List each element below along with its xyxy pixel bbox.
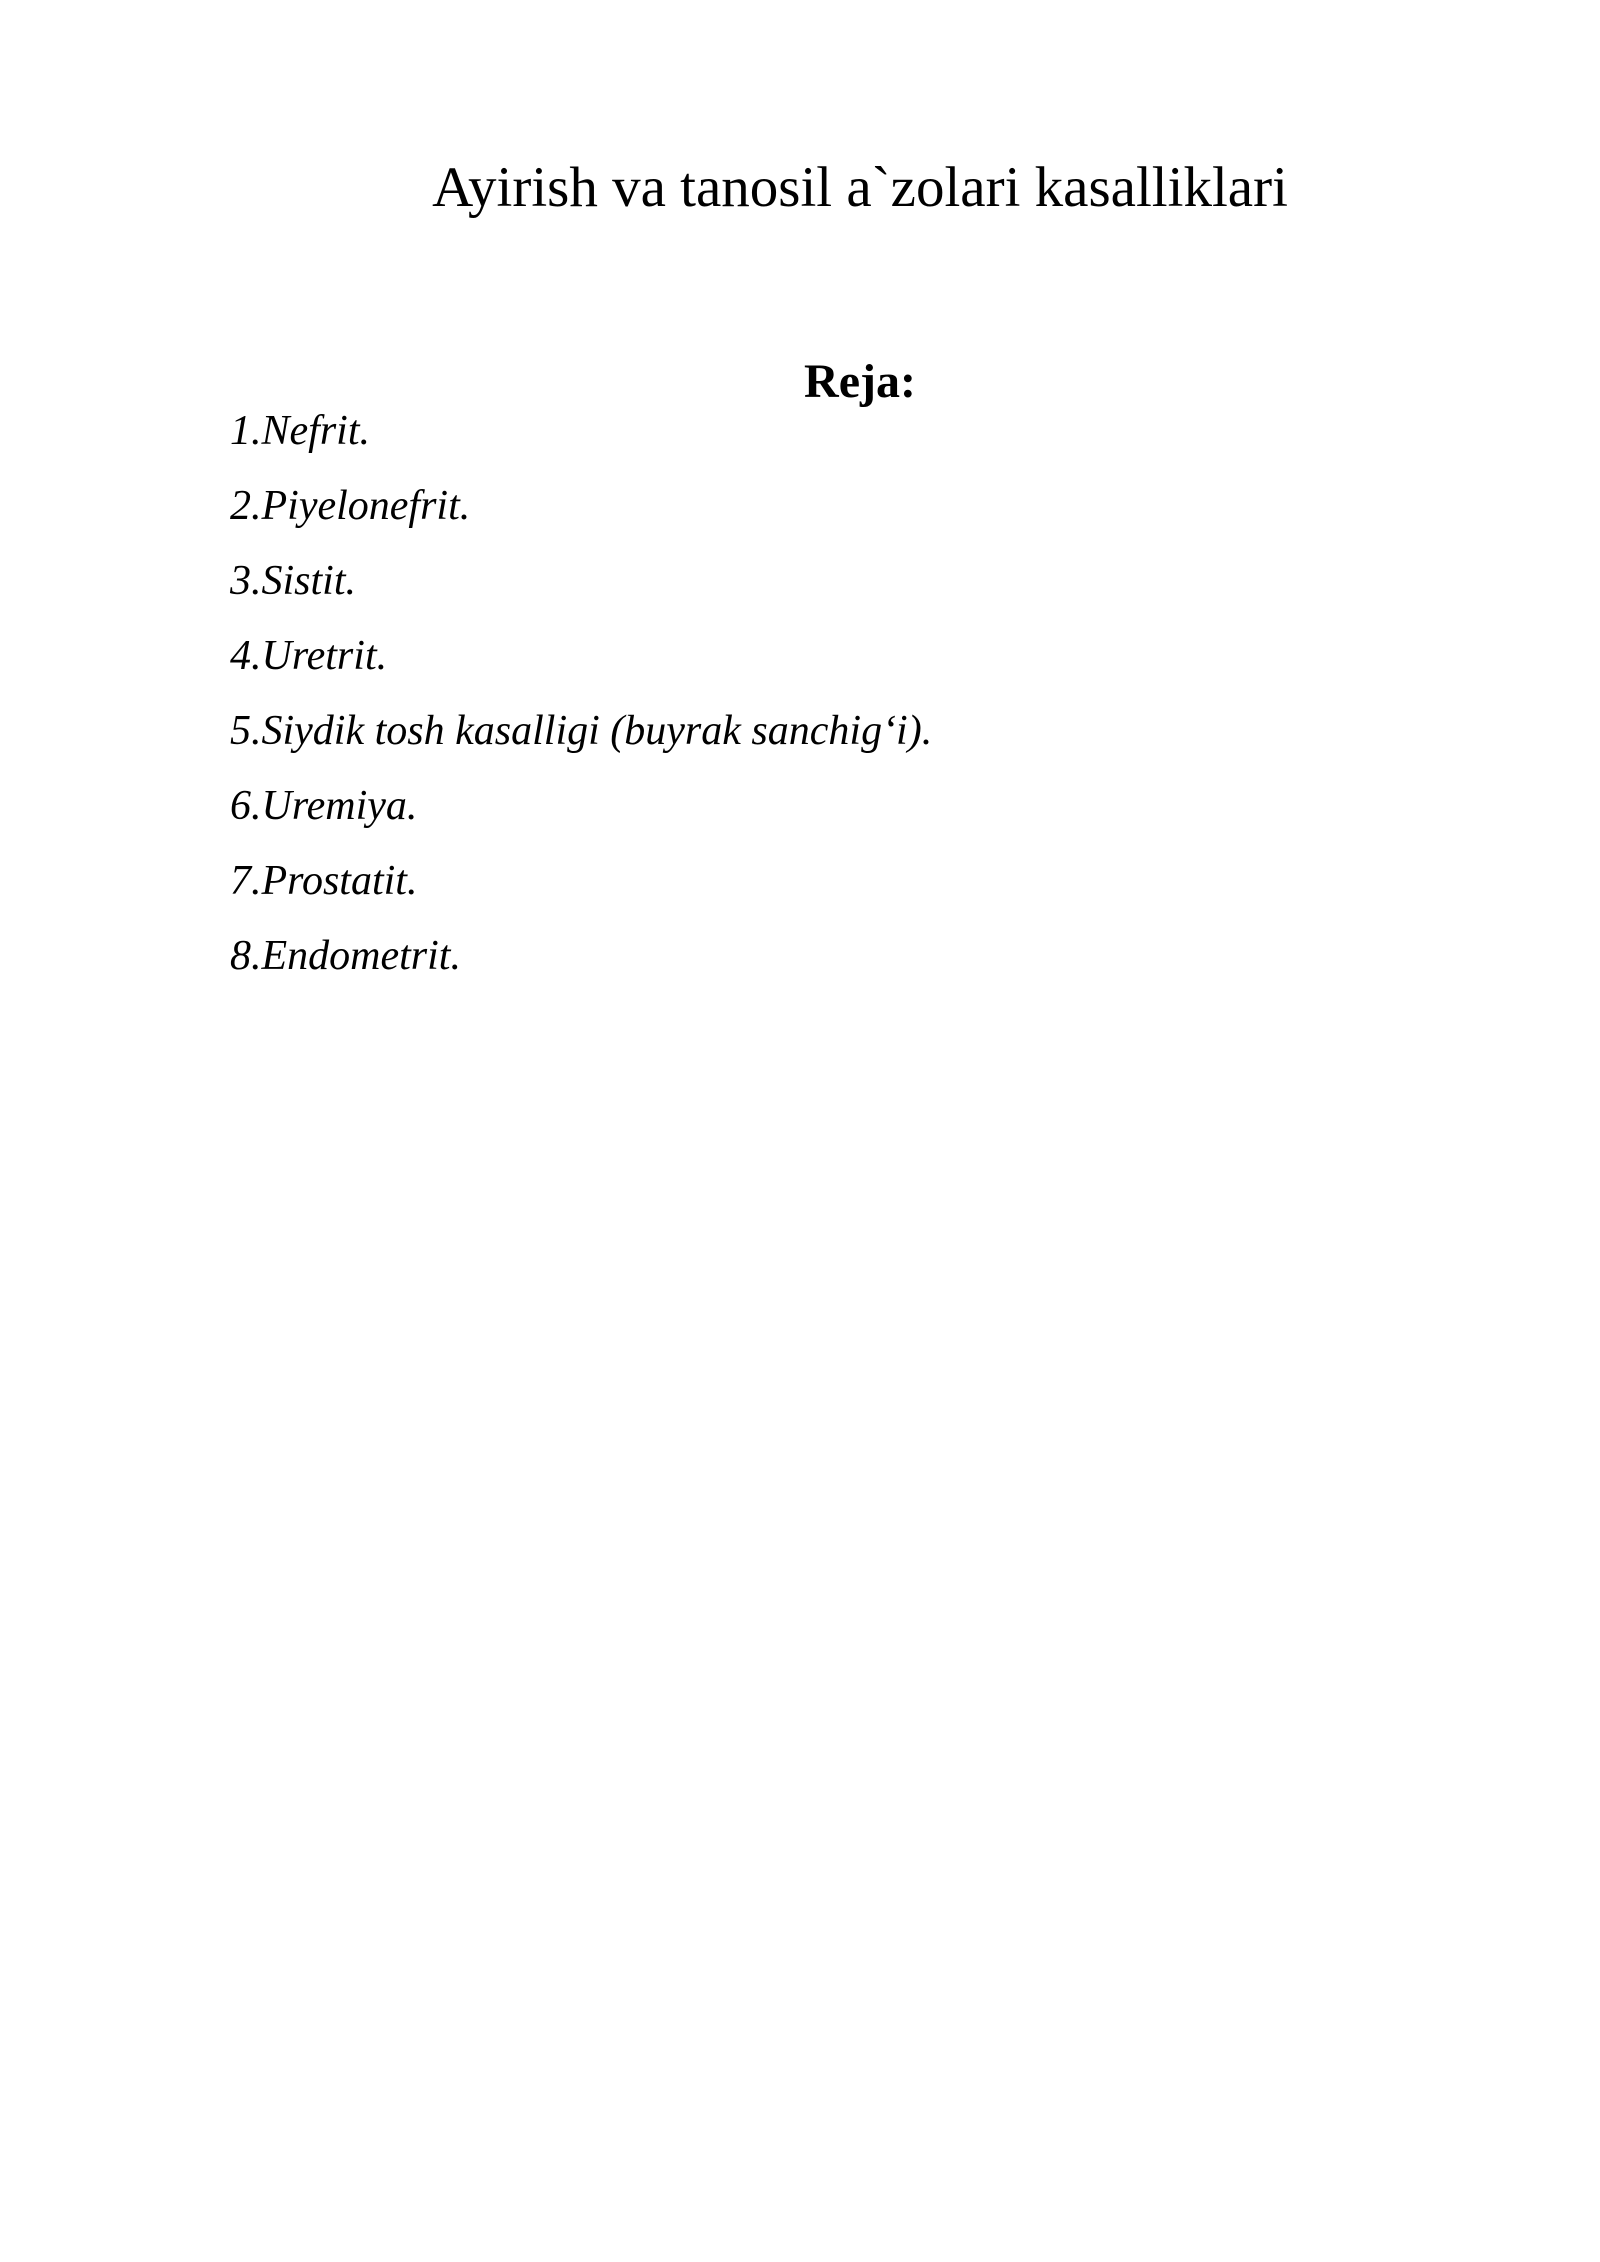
- plan-item-nefrit: 1.Nefrit.: [230, 408, 371, 454]
- plan-item-uremiya: 6.Uremiya.: [230, 783, 418, 829]
- plan-item-prostatit: 7.Prostatit.: [230, 858, 418, 904]
- plan-item-uretrit: 4.Uretrit.: [230, 633, 388, 679]
- plan-item-siydik-tosh: 5.Siydik tosh kasalligi (buyrak sanchig‘i).: [230, 708, 933, 754]
- plan-heading: Reja:: [804, 355, 916, 408]
- plan-item-endometrit: 8.Endometrit.: [230, 933, 461, 979]
- plan-item-sistit: 3.Sistit.: [230, 558, 357, 604]
- plan-list: [230, 406, 932, 1006]
- plan-item-piyelonefrit: 2.Piyelonefrit.: [230, 483, 471, 529]
- document-title: Ayirish va tanosil a`zolari kasalliklari: [432, 156, 1288, 219]
